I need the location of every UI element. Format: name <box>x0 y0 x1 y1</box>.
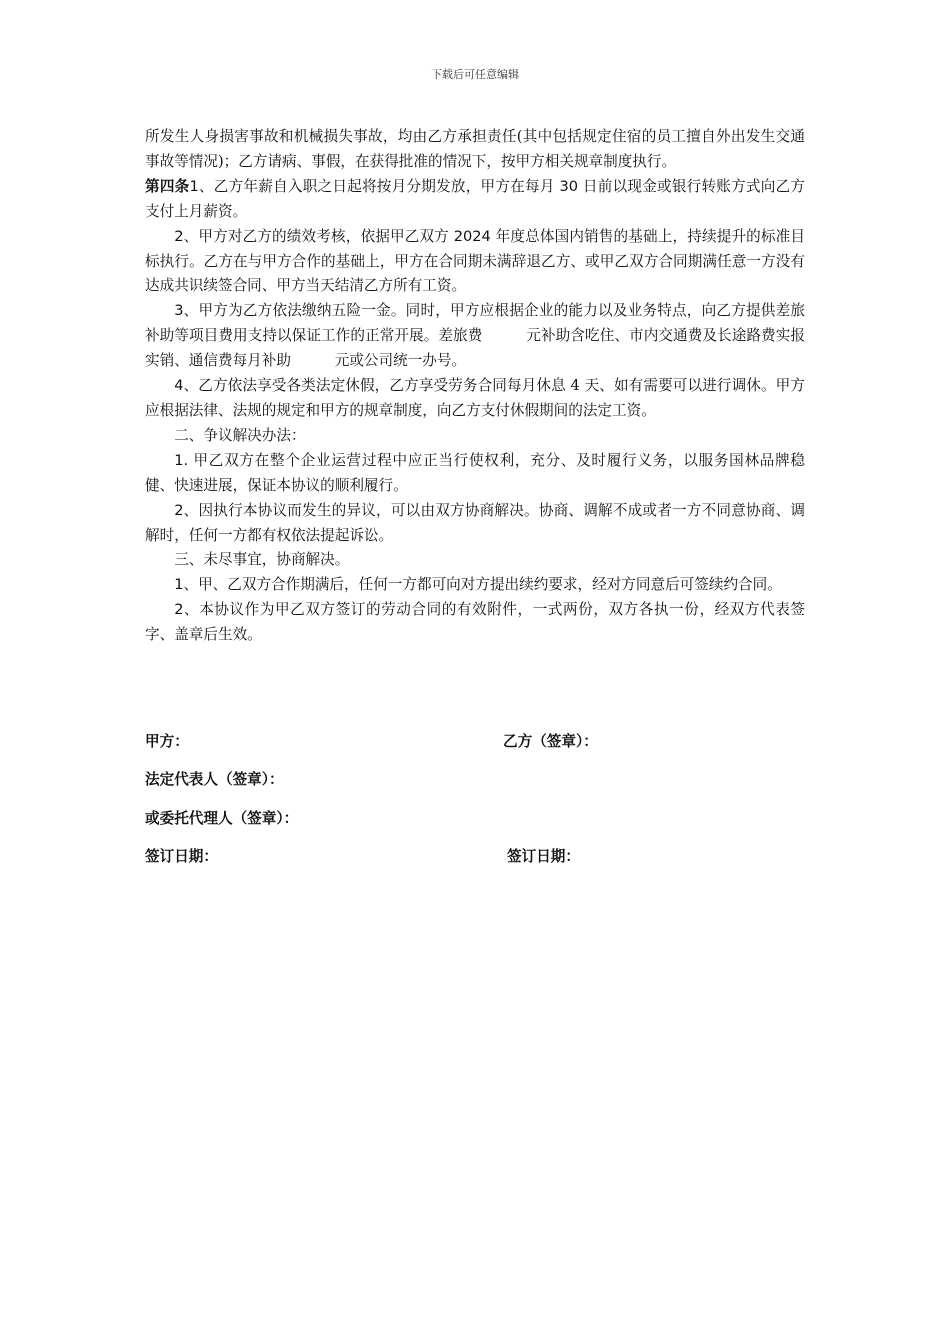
article-label: 第四条 <box>145 177 190 195</box>
article-4-text: 1、乙方年薪自入职之日起将按月分期发放，甲方在每月 30 日前以现金或银行转账方式向乙方支付上月薪资。 <box>145 177 805 220</box>
leave-text-a: 4、乙方依法享受各类法定休假， <box>174 377 390 395</box>
signature-row-dates <box>145 845 805 866</box>
signature-row-parties <box>145 730 805 751</box>
paragraph-article-4 <box>145 175 805 225</box>
paragraph-performance: 2、甲方对乙方的绩效考核，依据甲乙双方 2024 年度总体国内销售的基础上，持续提升的标准目标执行。乙方在与甲方合作的基础上，甲方在合同期未满辞退乙方、或甲乙双方合同期满任意一方没有达成共识续签合同、甲方当天结清乙方所有工资。 <box>145 227 805 295</box>
paragraph-dispute-1: 1. 甲乙双方在整个企业运营过程中应正当行使权利，充分、及时履行义务，以服务国林品牌稳健、快速进展，保证本协议的顺利履行。 <box>145 451 805 494</box>
document-body <box>145 125 805 648</box>
paragraph-effective: 2、本协议作为甲乙双方签订的劳动合同的有效附件，一式两份，双方各执一份，经双方代表签字、盖章后生效。 <box>145 601 805 644</box>
party-b-label: 乙方（签章）： <box>503 733 598 750</box>
paragraph-insurance: 3、甲方为乙方依法缴纳五险一金。同时，甲方应根据企业的能力以及业务特点，向乙方提供差旅补助等项目费用支持以保证工作的正常开展。差旅费 元补助含吃住、市内交通费及长途路费实报实销、通信费每月补助 元或公司统一办号。 <box>145 302 805 370</box>
date-b-label: 签订日期： <box>507 848 580 865</box>
section-misc-heading: 三、未尽事宜，协商解决。 <box>174 551 350 569</box>
legal-representative-label: 法定代表人（签章）： <box>145 771 284 788</box>
date-a-label: 签订日期： <box>145 848 218 865</box>
leave-text-b: 乙方享受劳务合同每月休息 4 天、如有需要可以进行调休 <box>389 377 761 395</box>
paragraph-renewal: 1、甲、乙双方合作期满后，任何一方都可向对方提出续约要求，经对方同意后可签续约合同。 <box>174 576 782 594</box>
party-a-label: 甲方： <box>145 733 189 750</box>
authorized-agent-label: 或委托代理人（签章）： <box>145 810 299 827</box>
page-header: 下载后可任意编辑 <box>431 68 519 81</box>
leave-text-c: 。甲方应根据法律、法规的规定和甲方的规章制度，向乙方支付休假期间的法定工资。 <box>145 377 805 419</box>
paragraph-dispute-2: 2、因执行本协议而发生的异议，可以由双方协商解决。协商、调解不成或者一方不同意协商、调解时，任何一方都有权依法提起诉讼。 <box>145 501 805 544</box>
paragraph-leave <box>145 374 805 424</box>
section-dispute-heading: 二、争议解决办法： <box>174 426 306 444</box>
paragraph-liability: 所发生人身损害事故和机械损失事故，均由乙方承担责任(其中包括规定住宿的员工擅自外出发生交通事故等情况)；乙方请病、事假，在获得批准的情况下，按甲方相关规章制度执行。 <box>145 128 805 170</box>
